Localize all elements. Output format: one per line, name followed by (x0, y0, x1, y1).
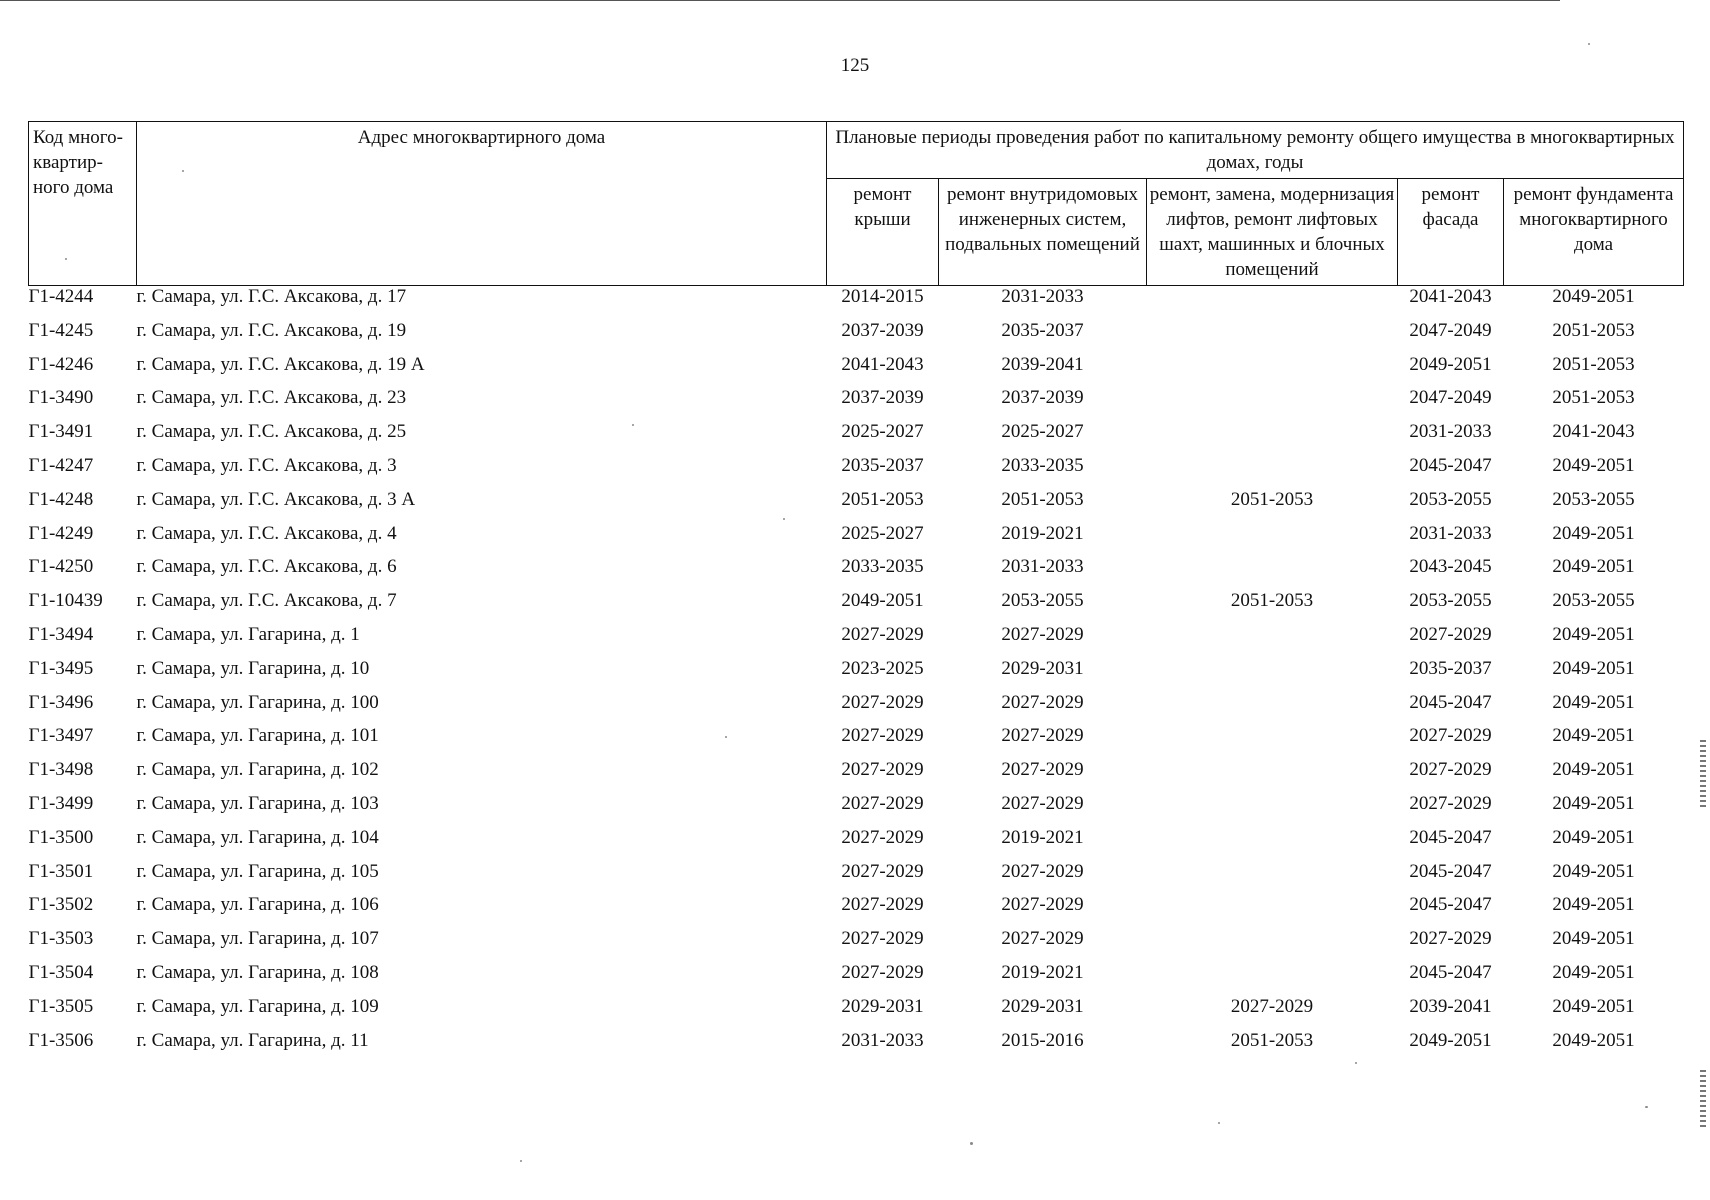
cell-elevator (1147, 455, 1398, 489)
header-code: Код много-квартир-ного дома (29, 122, 137, 286)
cell-foundation: 2049-2051 (1552, 522, 1635, 544)
cell-address: г. Самара, ул. Гагарина, д. 107 (136, 928, 379, 950)
header-foundation: ремонт фундамента многоквартирного дома (1504, 179, 1684, 286)
cell-address: г. Самара, ул. Г.С. Аксакова, д. 17 (136, 286, 407, 307)
cell-elevator: 2051-2053 (1230, 488, 1314, 510)
scan-speck (1588, 43, 1590, 45)
cell-facade: 2045-2047 (1409, 860, 1492, 882)
cell-address: г. Самара, ул. Гагарина, д. 11 (136, 1029, 369, 1051)
cell-facade: 2049-2051 (1409, 1029, 1492, 1051)
cell-code: Г1-3497 (28, 725, 94, 747)
cell-elevator (1147, 962, 1398, 996)
cell-elevator (1147, 523, 1398, 557)
cell-roof: 2027-2029 (841, 928, 924, 950)
cell-code: Г1-4244 (28, 286, 94, 307)
scan-speck (65, 258, 67, 260)
cell-roof: 2027-2029 (841, 961, 924, 983)
cell-foundation: 2049-2051 (1552, 826, 1635, 848)
table-row (29, 928, 1684, 962)
cell-address: г. Самара, ул. Гагарина, д. 101 (136, 725, 379, 747)
cell-code: Г1-3491 (28, 421, 94, 443)
cell-facade: 2031-2033 (1409, 522, 1492, 544)
table-row (29, 590, 1684, 624)
cell-facade: 2041-2043 (1409, 286, 1492, 307)
scan-speck (783, 518, 785, 520)
cell-address: г. Самара, ул. Гагарина, д. 106 (136, 894, 379, 916)
cell-foundation: 2049-2051 (1552, 995, 1635, 1017)
header-elevator: ремонт, замена, модернизация лифтов, ремонт лифтовых шахт, машинных и блочных помещений (1147, 179, 1398, 286)
scan-speck (520, 1160, 522, 1162)
table-row (29, 894, 1684, 928)
cell-facade: 2053-2055 (1409, 488, 1492, 510)
cell-engineering: 2019-2021 (1001, 522, 1084, 544)
cell-foundation: 2053-2055 (1552, 590, 1635, 612)
cell-engineering: 2029-2031 (1001, 995, 1084, 1017)
cell-code: Г1-3502 (28, 894, 94, 916)
cell-roof: 2027-2029 (841, 792, 924, 814)
cell-address: г. Самара, ул. Г.С. Аксакова, д. 19 (136, 319, 407, 341)
cell-facade: 2027-2029 (1409, 623, 1492, 645)
scan-speck (1645, 1106, 1648, 1108)
cell-facade: 2053-2055 (1409, 590, 1492, 612)
cell-code: Г1-3495 (28, 657, 94, 679)
cell-address: г. Самара, ул. Гагарина, д. 100 (136, 691, 379, 713)
cell-facade: 2045-2047 (1409, 826, 1492, 848)
table-row (29, 658, 1684, 692)
cell-roof: 2051-2053 (841, 488, 924, 510)
cell-facade: 2045-2047 (1409, 961, 1492, 983)
cell-address: г. Самара, ул. Гагарина, д. 105 (136, 860, 379, 882)
cell-elevator (1147, 421, 1398, 455)
cell-address: г. Самара, ул. Г.С. Аксакова, д. 3 А (136, 488, 416, 510)
cell-code: Г1-4248 (28, 488, 94, 510)
cell-roof: 2041-2043 (841, 353, 924, 375)
cell-address: г. Самара, ул. Гагарина, д. 104 (136, 826, 379, 848)
cell-foundation: 2049-2051 (1552, 1029, 1635, 1051)
cell-code: Г1-3506 (28, 1029, 94, 1051)
cell-address: г. Самара, ул. Г.С. Аксакова, д. 3 (136, 454, 397, 476)
cell-roof: 2027-2029 (841, 725, 924, 747)
cell-engineering: 2051-2053 (1001, 488, 1084, 510)
cell-elevator (1147, 286, 1398, 320)
header-planned-periods: Плановые периоды проведения работ по капитальному ремонту общего имущества в многоквартирных домах, годы (827, 122, 1684, 179)
header-engineering: ремонт внутридомовых инженерных систем, подвальных помещений (939, 179, 1147, 286)
cell-engineering: 2039-2041 (1001, 353, 1084, 375)
cell-foundation: 2049-2051 (1552, 556, 1635, 578)
cell-elevator (1147, 827, 1398, 861)
scan-speck (1218, 1122, 1220, 1124)
capital-repair-table (28, 121, 1684, 1063)
cell-address: г. Самара, ул. Г.С. Аксакова, д. 19 А (136, 353, 425, 375)
cell-roof: 2027-2029 (841, 860, 924, 882)
cell-elevator: 2051-2053 (1230, 590, 1314, 612)
scan-speck (182, 170, 184, 172)
cell-engineering: 2037-2039 (1001, 387, 1084, 409)
cell-roof: 2027-2029 (841, 894, 924, 916)
cell-address: г. Самара, ул. Г.С. Аксакова, д. 4 (136, 522, 397, 544)
cell-foundation: 2049-2051 (1552, 759, 1635, 781)
table-row (29, 523, 1684, 557)
cell-facade: 2045-2047 (1409, 691, 1492, 713)
cell-roof: 2027-2029 (841, 623, 924, 645)
scan-edge-mark (1700, 740, 1706, 810)
cell-facade: 2047-2049 (1409, 387, 1492, 409)
cell-elevator (1147, 387, 1398, 421)
cell-facade: 2045-2047 (1409, 894, 1492, 916)
cell-code: Г1-3500 (28, 826, 94, 848)
cell-engineering: 2027-2029 (1001, 894, 1084, 916)
cell-address: г. Самара, ул. Гагарина, д. 103 (136, 792, 379, 814)
cell-engineering: 2027-2029 (1001, 725, 1084, 747)
cell-elevator (1147, 320, 1398, 354)
cell-engineering: 2033-2035 (1001, 454, 1084, 476)
table-row (29, 489, 1684, 523)
cell-code: Г1-3496 (28, 691, 94, 713)
cell-elevator (1147, 928, 1398, 962)
cell-roof: 2035-2037 (841, 454, 924, 476)
table-row (29, 827, 1684, 861)
cell-facade: 2027-2029 (1409, 759, 1492, 781)
cell-code: Г1-3501 (28, 860, 94, 882)
cell-facade: 2047-2049 (1409, 319, 1492, 341)
cell-facade: 2043-2045 (1409, 556, 1492, 578)
cell-address: г. Самара, ул. Гагарина, д. 1 (136, 623, 360, 645)
cell-code: Г1-4246 (28, 353, 94, 375)
table-row (29, 793, 1684, 827)
header-roof: ремонт крыши (827, 179, 939, 286)
cell-elevator (1147, 793, 1398, 827)
cell-address: г. Самара, ул. Гагарина, д. 102 (136, 759, 379, 781)
cell-code: Г1-10439 (28, 590, 103, 612)
scan-speck (970, 1142, 973, 1145)
table-row (29, 692, 1684, 726)
cell-roof: 2033-2035 (841, 556, 924, 578)
cell-code: Г1-3499 (28, 792, 94, 814)
cell-engineering: 2027-2029 (1001, 860, 1084, 882)
cell-elevator (1147, 894, 1398, 928)
cell-engineering: 2027-2029 (1001, 691, 1084, 713)
cell-elevator (1147, 692, 1398, 726)
cell-facade: 2045-2047 (1409, 454, 1492, 476)
cell-engineering: 2019-2021 (1001, 961, 1084, 983)
cell-roof: 2023-2025 (841, 657, 924, 679)
cell-code: Г1-4247 (28, 454, 94, 476)
cell-foundation: 2049-2051 (1552, 286, 1635, 307)
cell-engineering: 2027-2029 (1001, 928, 1084, 950)
table-row (29, 624, 1684, 658)
scan-edge-mark (1700, 1070, 1706, 1130)
cell-foundation: 2051-2053 (1552, 319, 1635, 341)
cell-foundation: 2049-2051 (1552, 792, 1635, 814)
cell-elevator (1147, 725, 1398, 759)
cell-engineering: 2053-2055 (1001, 590, 1084, 612)
header-facade: ремонт фасада (1398, 179, 1504, 286)
cell-engineering: 2029-2031 (1001, 657, 1084, 679)
scan-speck (1355, 1062, 1357, 1064)
cell-code: Г1-4250 (28, 556, 94, 578)
scan-speck (725, 736, 727, 738)
table-row (29, 556, 1684, 590)
cell-foundation: 2051-2053 (1552, 353, 1635, 375)
cell-elevator (1147, 556, 1398, 590)
cell-engineering: 2031-2033 (1001, 556, 1084, 578)
cell-address: г. Самара, ул. Гагарина, д. 108 (136, 961, 379, 983)
cell-roof: 2031-2033 (841, 1029, 924, 1051)
cell-engineering: 2027-2029 (1001, 759, 1084, 781)
cell-roof: 2037-2039 (841, 319, 924, 341)
table-row (29, 725, 1684, 759)
cell-foundation: 2049-2051 (1552, 961, 1635, 983)
cell-code: Г1-3503 (28, 928, 94, 950)
cell-facade: 2035-2037 (1409, 657, 1492, 679)
cell-elevator (1147, 861, 1398, 895)
header-address: Адрес многоквартирного дома (137, 122, 827, 286)
cell-foundation: 2051-2053 (1552, 387, 1635, 409)
cell-code: Г1-3498 (28, 759, 94, 781)
cell-foundation: 2049-2051 (1552, 691, 1635, 713)
cell-address: г. Самара, ул. Г.С. Аксакова, д. 23 (136, 387, 407, 409)
cell-code: Г1-3505 (28, 995, 94, 1017)
cell-foundation: 2049-2051 (1552, 657, 1635, 679)
scan-speck (632, 424, 634, 426)
table-row (29, 387, 1684, 421)
cell-address: г. Самара, ул. Г.С. Аксакова, д. 6 (136, 556, 397, 578)
cell-roof: 2027-2029 (841, 826, 924, 848)
table-row (29, 455, 1684, 489)
cell-facade: 2031-2033 (1409, 421, 1492, 443)
cell-foundation: 2049-2051 (1552, 454, 1635, 476)
cell-address: г. Самара, ул. Гагарина, д. 109 (136, 995, 379, 1017)
cell-roof: 2027-2029 (841, 691, 924, 713)
cell-code: Г1-3494 (28, 623, 94, 645)
cell-roof: 2029-2031 (841, 995, 924, 1017)
cell-roof: 2014-2015 (841, 286, 924, 307)
table-row (29, 759, 1684, 793)
table-header (29, 122, 1684, 286)
cell-foundation: 2049-2051 (1552, 894, 1635, 916)
table-row (29, 1030, 1684, 1064)
cell-elevator (1147, 354, 1398, 388)
cell-engineering: 2035-2037 (1001, 319, 1084, 341)
cell-engineering: 2015-2016 (1001, 1029, 1084, 1051)
table-row (29, 962, 1684, 996)
cell-roof: 2037-2039 (841, 387, 924, 409)
cell-elevator (1147, 624, 1398, 658)
cell-facade: 2027-2029 (1409, 792, 1492, 814)
cell-code: Г1-4249 (28, 522, 94, 544)
table-row (29, 996, 1684, 1030)
cell-address: г. Самара, ул. Г.С. Аксакова, д. 7 (136, 590, 397, 612)
cell-engineering: 2031-2033 (1001, 286, 1084, 307)
cell-roof: 2027-2029 (841, 759, 924, 781)
cell-elevator (1147, 658, 1398, 692)
cell-foundation: 2049-2051 (1552, 725, 1635, 747)
cell-facade: 2027-2029 (1409, 928, 1492, 950)
cell-roof: 2049-2051 (841, 590, 924, 612)
cell-foundation: 2049-2051 (1552, 860, 1635, 882)
cell-engineering: 2027-2029 (1001, 623, 1084, 645)
cell-roof: 2025-2027 (841, 421, 924, 443)
cell-elevator (1147, 759, 1398, 793)
cell-roof: 2025-2027 (841, 522, 924, 544)
cell-elevator: 2051-2053 (1230, 1029, 1314, 1051)
table-row (29, 421, 1684, 455)
table-row (29, 320, 1684, 354)
cell-code: Г1-3504 (28, 961, 94, 983)
cell-code: Г1-4245 (28, 319, 94, 341)
table-body (29, 286, 1684, 1064)
table-row (29, 861, 1684, 895)
cell-foundation: 2053-2055 (1552, 488, 1635, 510)
cell-address: г. Самара, ул. Гагарина, д. 10 (136, 657, 370, 679)
cell-code: Г1-3490 (28, 387, 94, 409)
cell-facade: 2027-2029 (1409, 725, 1492, 747)
cell-engineering: 2025-2027 (1001, 421, 1084, 443)
cell-foundation: 2049-2051 (1552, 623, 1635, 645)
cell-facade: 2049-2051 (1409, 353, 1492, 375)
cell-address: г. Самара, ул. Г.С. Аксакова, д. 25 (136, 421, 407, 443)
cell-foundation: 2041-2043 (1552, 421, 1635, 443)
cell-foundation: 2049-2051 (1552, 928, 1635, 950)
page-number: 125 (840, 55, 870, 76)
cell-facade: 2039-2041 (1409, 995, 1492, 1017)
top-rule (0, 0, 1560, 1)
cell-engineering: 2019-2021 (1001, 826, 1084, 848)
cell-engineering: 2027-2029 (1001, 792, 1084, 814)
table-row (29, 286, 1684, 320)
cell-elevator: 2027-2029 (1230, 995, 1314, 1017)
table-row (29, 354, 1684, 388)
